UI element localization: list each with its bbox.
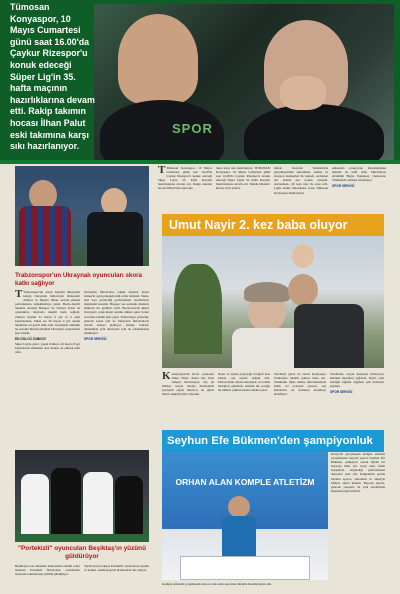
- umut-col4-text: Taraftarlar, sosyal medyada futbolcuya kutlama mesajları yağdırdı. Nayir, yeni bebeğin sağlıklı doğması için dualarını paylaştı.: [330, 372, 384, 389]
- trabzon-subhead: EN GOLCÜ ZUBKOV: [15, 336, 47, 341]
- trabzon-source: SPOR SERVİSİ: [84, 336, 107, 341]
- trabzon-column-1: T Trabzonspor'un sezon başında bünyesine kattığı Ukraynalı futbolcular Oleksandr Zubkov ve Danylo Sikan, sezonu yüksek performansla tamamlamaya yakın. Bordo-mavili takımda Arseniy Batagov ile Eduard Sobol da oynadıkları maçlarda önemli katkı sağladı. Zubkov ligdeki 31 maçta 6 gol ve 6 asist kaydederken, Sikan ise 29 maçta 9 gol atarak takımının en golcü ismi oldu. Karadeniz ekibinin bu sezonki hücum gücünde Ukraynalı oyuncuların payı büyük. EN GOLCÜ ZUBKOV Süper Lig'de görev yapan Zubkov, 26 maçta 8 gol kaydederek takımının skor katkısı en yüksek ismi oldu.: [15, 290, 80, 355]
- photo-umut-family: [162, 236, 384, 368]
- man-body: [294, 304, 364, 368]
- umut-col1-text: Konyaspor'un forvet oyuncusu Umut Nayir, ikinci kez baba olmaya hazırlanıyor. Eşi ile birlikte sosyal medya hesabından paylaşım yapan futbolcu, bu güzel haberi takipçileriyle duyurdu.: [162, 372, 214, 397]
- palut-col3-text: minde Kayacık Tesislerinde gerçekleştirilen antrenman, ısınma ve istasyon hareketleri ile başladı. Ardından dar alanda pas oyunu çalışıldı. Antrenman, çift kale maç ile sona erdi. Ligde kalma mücadelesi veren Tümosan Konyaspor kritik maçta: [274, 166, 328, 195]
- palut-article: [158, 166, 388, 214]
- player-jersey-left: [19, 206, 71, 266]
- umut-column-4: [330, 372, 384, 420]
- coach-body-right: [244, 104, 384, 160]
- podium: [180, 556, 310, 580]
- woman-hat: [244, 282, 290, 302]
- besiktas-col2-text: Siyah-beyazlı ekipte Portekizli oyuncuların uyumu ve katkısı, teknik heyetin planlarında öne çıkıyor.: [84, 564, 149, 573]
- event-banner: ORHAN ALAN KOMPLE ATLETİZM: [175, 477, 315, 487]
- seyhun-bottom-text: Komple Atletizm yarışmasında derece elde eden sporcular kürsüde madalyalarını aldı.: [162, 582, 272, 586]
- seyhun-caption: [162, 582, 384, 594]
- photo-besiktas-players: [15, 450, 149, 542]
- player-2: [51, 468, 81, 534]
- umut-article: [162, 372, 384, 420]
- umut-column-2: [218, 372, 270, 420]
- besiktas-column-2: [84, 564, 149, 594]
- palut-source: SPOR SERVİSİ: [332, 183, 355, 188]
- player-jersey-right: [87, 212, 143, 266]
- praying-hands: [280, 76, 326, 110]
- player-3: [83, 472, 113, 534]
- photo-coaches: [94, 4, 394, 160]
- seyhun-headline: Seyhun Efe Bükmen'den şampiyonluk: [162, 430, 384, 452]
- umut-column-1: K Konyaspor'un forvet oyuncusu Umut Nayir, ikinci kez baba olmaya hazırlanıyor. Eşi ile birlikte sosyal medya hesabından paylaşım yapan futbolcu, bu güzel haberi takipçileriyle duyurdu.: [162, 372, 214, 397]
- trabzon-col1-text: Trabzonspor'un sezon başında bünyesine kattığı Ukraynalı futbolcular Oleksandr Zubkov ve Danylo Sikan, sezonu yüksek performansla tamamlamaya yakın. Bordo-mavili takımda Arseniy Batagov ile Eduard Sobol da oynadıkları maçlarda önemli katkı sağladı. Zubkov ligdeki 31 maçta 6 gol ve 6 asist kaydederken, Sikan ise 29 maçta 9 gol atarak takımının en golcü ismi oldu. Karadeniz ekibinin bu sezonki hücum gücünde Ukraynalı oyuncuların payı büyük.: [15, 290, 80, 335]
- man-face: [288, 274, 318, 306]
- palut-column-4: [332, 166, 386, 214]
- top-headline: Tümosan Konyaspor, 10 Mayıs Cumartesi günü saat 16.00'da Çaykur Rizespor'u konuk edeceği Süper Lig'in 35. hafta maçının hazırlıklarına devam etti. Rakip takımın hocası İlhan Palut eski takımına karşı sıkı hazırlanıyor.: [10, 2, 95, 152]
- besiktas-article: [15, 564, 149, 594]
- besiktas-headline: "Portekizli" oyuncuları Beşiktaş'ın yüzünü güldürüyor: [18, 545, 146, 560]
- child-face: [292, 244, 314, 268]
- athlete-body: [222, 516, 256, 560]
- umut-headline: Umut Nayir 2. kez baba oluyor: [162, 214, 384, 236]
- seyhun-side-text: Konya'da gerçekleşen komple atletizm yarışmasında başarılı sporcu Seyhun Efe Bükmen, şampiyon olarak büyük bir başarıya imza attı. Genç atlet, farklı branşlarda sergilediği performansla dereceler elde etti. Rakiplerini geride bırakan sporcu, antrenörü ve ailesiyle birlikte zaferi kutladı. Başarılı sporcu, gelecek yarışlara da aynı kararlılıkla hazırlanacağını belirtti.: [331, 452, 385, 493]
- palut-column-1: T Tümosan Konyaspor, 10 Mayıs Cumartesi günü saat 16.00'da Çaykur Rizespor'u konuk edeceği Süper Lig'in 35. hafta maçının hazırlıklarına devam etti. Rakip takımın hocası İlhan Palut eski takı-: [158, 166, 212, 191]
- spor-watermark: SPOR: [172, 121, 213, 136]
- palut-col1-text: Tümosan Konyaspor, 10 Mayıs Cumartesi günü saat 16.00'da Çaykur Rizespor'u konuk edeceği Süper Lig'in 35. hafta maçının hazırlıklarına devam etti. Rakip takımın hocası İlhan Palut eski takı-: [158, 166, 212, 191]
- umut-col2-text: Nayir ve eşinin paylaştığı fotoğraf kısa sürede çok sayıda beğeni aldı. Futbolcunun takım arkadaşları da tebrik mesajları gönderdi. Ailenin ilk çocuğu ile birlikte çekilen kareler dikkat çekti.: [218, 372, 270, 393]
- palut-column-2: [216, 166, 270, 214]
- trabzon-column-2: [84, 290, 149, 445]
- palut-col4-text: sahasında oynayacak. Karşılaşmanın hakemi de belli oldu. Mücadeleyi Abdullah Buğra Taşkınsoy yönetecek. Tribünlerin dolması bekleniyor.: [332, 166, 386, 183]
- trabzon-headline: Trabzonspor'un Ukraynalı oyuncuları skora katkı sağlıyor: [15, 272, 142, 287]
- green-divider: [0, 160, 400, 164]
- palm-tree: [174, 264, 222, 354]
- seyhun-article: [331, 452, 385, 580]
- umut-source: SPOR SERVİSİ: [330, 389, 353, 394]
- trabzon-col1b-text: Süper Lig'de görev yapan Zubkov, 26 maçta 8 gol kaydederek takımının skor katkısı en yüksek ismi oldu.: [15, 342, 80, 355]
- player-4: [115, 476, 143, 534]
- besiktas-col1-text: Beşiktaş'ın son dönemde kadrosunda önemli roller üstlenen Portekizli futbolcular, oynadıkları maçlarda takımlarının yüzünü güldürüyor.: [15, 564, 80, 577]
- umut-col3-text: Tecrübeli golcü bu sezon Konyaspor formasıyla önemli gollere imza attı. Takımının ligde kalma mücadelesinde kritik rol oynayan oyuncu, son haftalarda da formunu korumayı hedefliyor.: [274, 372, 326, 397]
- woman-sweater: [232, 328, 302, 368]
- photo-trabzonspor-players: [15, 166, 149, 266]
- palut-column-3: [274, 166, 328, 214]
- top-banner: [0, 0, 400, 164]
- athlete-head: [228, 496, 250, 518]
- trabzon-col2-text: Ukraynalı futbolcular, teknik direktör Şenol Güneş'in oyun planında kilit roller üstlendi. Sikan, ileri uçta gösterdiği performansla taraftarların beğenisini kazandı. Batagov ise savunma hattında istikrarlı bir görüntü verdi. Bordo-mavili ekipte Ukraynalı oyuncuların uyumu dikkat çekti. Sobol sol bekte önemli işler yaptı. Trabzonspor yönetimi, gelecek sezon için de Ukraynalı futbolcularla devam etmeyi planlıyor. Kulüp, transfer döneminde yeni takviyeler için de çalışmalarını sürdürüyor.: [84, 290, 149, 335]
- player-1: [21, 474, 49, 534]
- coach-face-left: [118, 14, 198, 104]
- palut-col2-text: mına karşı sıkı hazırlanıyor. TÜMOSAN Konyaspor, 10 Mayıs Cumartesi günü saat 16.00'da Çaykur Rizespor'u konuk edeceği Süper Lig'in 35. hafta maçının hazırlıklarına devam etti. Teknik Direktör Recep Uçar yöneti-: [216, 166, 270, 191]
- umut-column-3: [274, 372, 326, 420]
- photo-seyhun-podium: [162, 452, 328, 580]
- besiktas-column-1: [15, 564, 80, 594]
